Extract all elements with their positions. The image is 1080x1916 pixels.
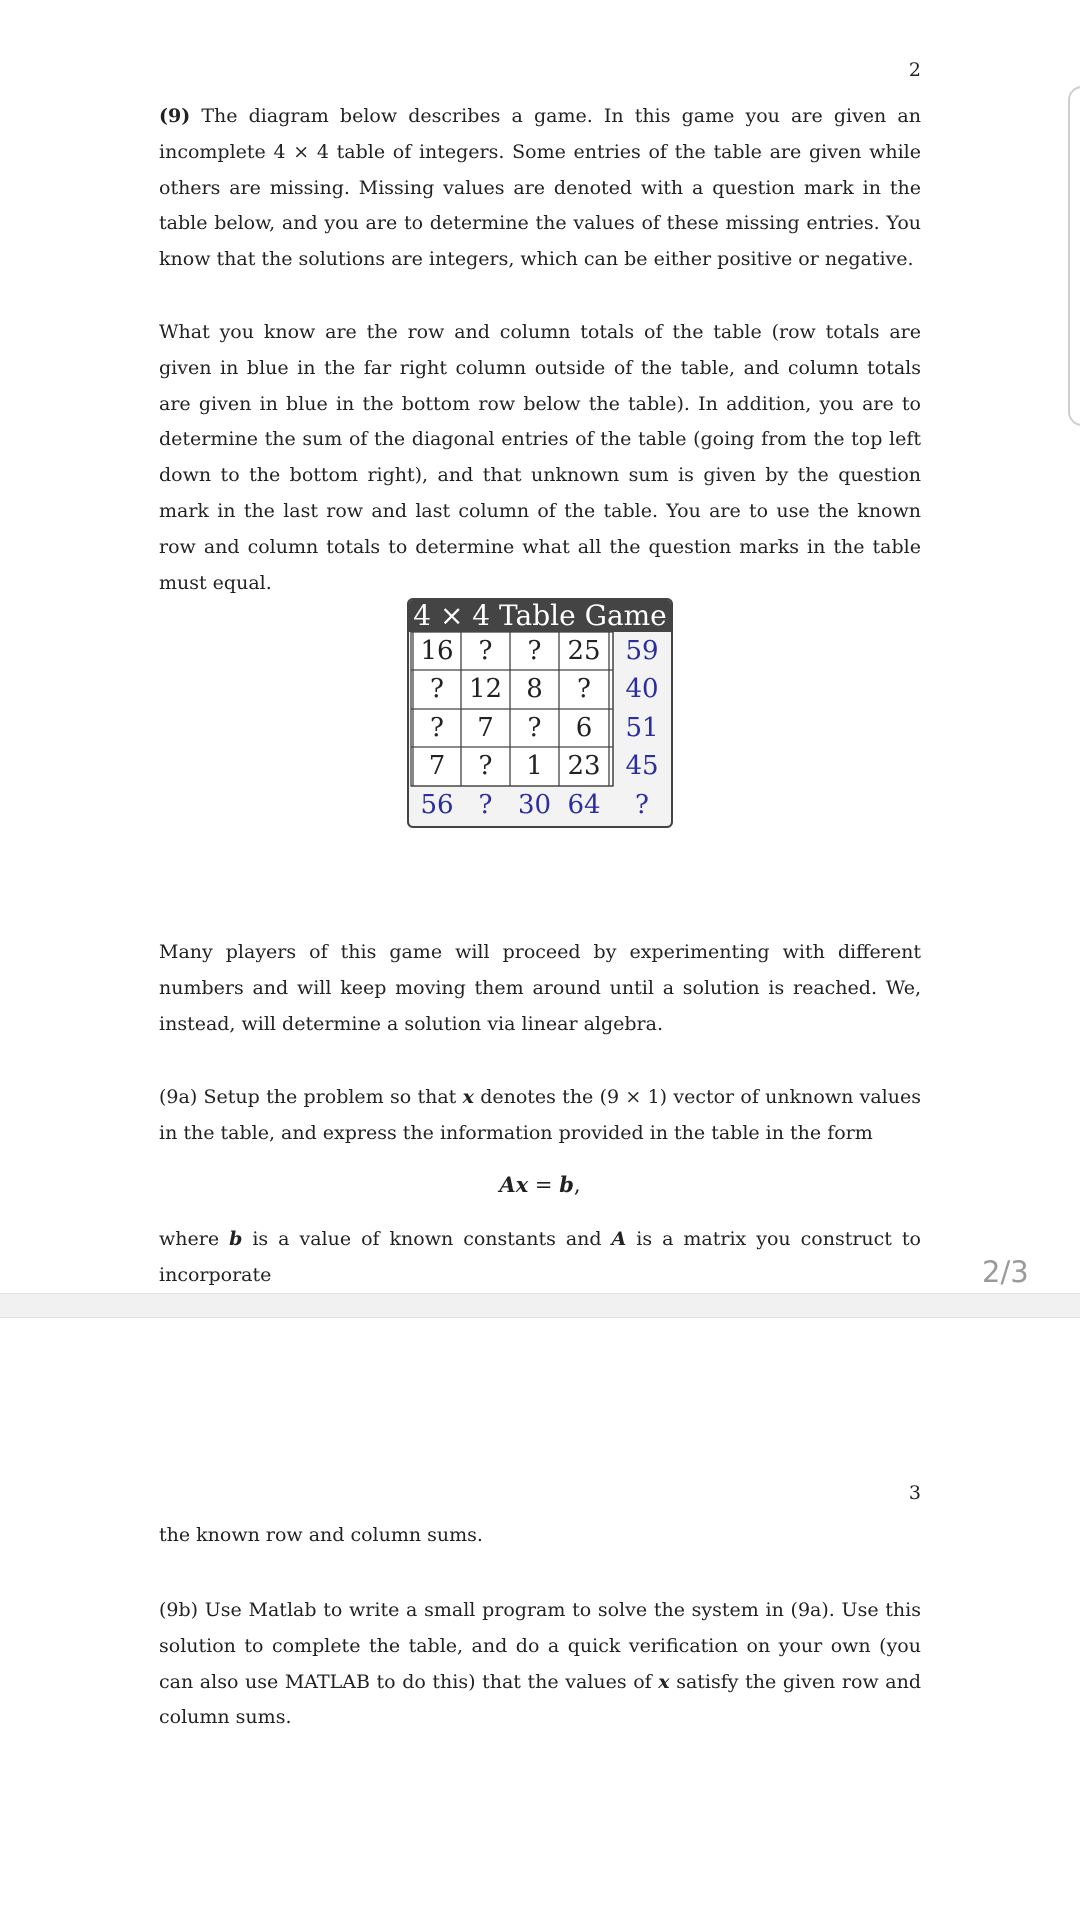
row-total: 45: [625, 751, 659, 781]
row-total: 40: [625, 674, 659, 704]
problem-label: (9): [159, 105, 191, 127]
column-total: 64: [567, 790, 601, 820]
vector-b: b: [229, 1228, 243, 1250]
matrix-A: A: [499, 1172, 516, 1197]
column-total: 30: [517, 790, 552, 820]
table-game: [407, 598, 673, 828]
part-9b-text: (9b) Use Matlab to write a small program to solve the system in (9a). Use this solution to complete the table, and do a quick verification on your own (you can also use MATLAB to do this) that the values of: [159, 1599, 921, 1693]
continuation-paragraph: the known row and column sums.: [159, 1524, 483, 1546]
page-number: 2: [908, 59, 921, 81]
vector-x: x: [462, 1086, 474, 1108]
table-cell: 7: [428, 751, 446, 781]
equation-ax-b: [0, 1172, 1080, 1197]
table-cell: 12: [468, 674, 503, 704]
page-indicator: 2/3: [982, 1255, 1029, 1289]
constants-paragraph: [159, 1222, 921, 1294]
scrollbar-handle[interactable]: [1068, 86, 1080, 426]
table-cell: 6: [575, 713, 593, 743]
approach-paragraph: Many players of this game will proceed by experimenting with different numbers and will keep moving them around until a solution is reached. We, instead, will determine a solution via linear algebra.: [159, 941, 921, 1035]
column-total: ?: [478, 790, 493, 820]
constants-text: where: [159, 1228, 230, 1250]
part-9a-paragraph: [159, 1080, 921, 1152]
table-cell: ?: [430, 713, 444, 743]
table-cell: ?: [577, 674, 591, 704]
matrix-A: A: [611, 1228, 627, 1250]
column-total: 56: [420, 790, 454, 820]
table-cell: 7: [477, 713, 494, 743]
page-number: 3: [908, 1482, 921, 1504]
constants-text-mid: is a value of known constants and: [242, 1228, 612, 1250]
part-9b-text-end: satisfy the given row and column sums.: [159, 1670, 921, 1729]
part-9a-text-end: denotes the (9 × 1) vector of unknown values in the table, and express the information provided in the table in the form: [159, 1086, 921, 1144]
table-game-title: 4 × 4 Table Game: [409, 600, 671, 632]
equals-sign: =: [528, 1173, 560, 1197]
table-cell: ?: [527, 636, 542, 666]
vector-b: b: [559, 1172, 574, 1197]
document-page-3: [0, 1318, 1080, 1916]
table-cell: ?: [430, 674, 444, 704]
constants-text-end: is a matrix you construct to incorporate: [159, 1228, 921, 1286]
equation-comma: ,: [573, 1173, 581, 1197]
vector-x: x: [515, 1172, 529, 1197]
table-cell: 16: [420, 636, 454, 666]
intro-text: The diagram below describes a game. In this game you are given an incomplete 4 × 4 table of integers. Some entries of the table are given while others are missing. Missing values are denoted with a question mark in the table below, and you are to determine the values of these missing entries. You know that the solutions are integers, which can be either positive or negative.: [159, 105, 921, 271]
table-cell: ?: [478, 636, 493, 666]
problem-description: What you know are the row and column totals of the table (row totals are given in blue in the far right column outside of the table, and column totals are given in blue in the bottom row below the table). In addition, you are to determine the sum of the diagonal entries of the table (going from the top left down to the bottom right), and that unknown sum is given by the question mark in the last row and last column of the table. You are to use the known row and column totals to determine what all the question marks in the table must equal.: [159, 321, 921, 594]
row-total: 59: [625, 636, 659, 666]
row-total: 51: [625, 713, 659, 743]
table-cell: ?: [478, 751, 493, 781]
page-divider: [0, 1293, 1080, 1318]
table-cell: ?: [527, 713, 542, 743]
table-cell: 25: [567, 636, 601, 666]
part-9b-paragraph: [159, 1593, 921, 1736]
table-cell: 23: [567, 751, 601, 781]
vector-x: x: [658, 1670, 670, 1693]
part-9a-text: (9a) Setup the problem so that: [159, 1086, 463, 1108]
table-cell: 1: [526, 751, 543, 781]
diagonal-total: ?: [635, 790, 649, 820]
table-cell: 8: [526, 674, 543, 704]
problem-intro: [159, 99, 921, 278]
